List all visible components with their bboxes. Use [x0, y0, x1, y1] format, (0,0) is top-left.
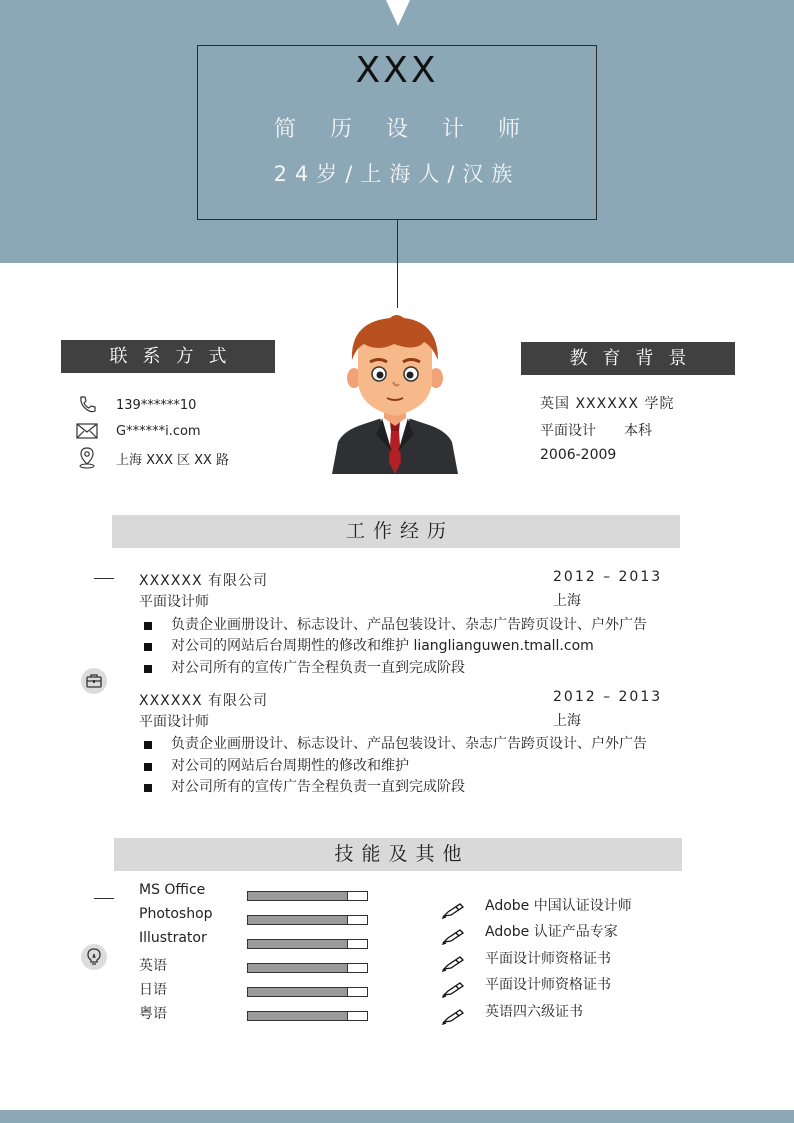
- work-heading: 工作经历: [112, 515, 680, 548]
- job-date: 2012 – 2013: [553, 569, 663, 585]
- connector-line: [397, 220, 398, 308]
- education-period: 2006-2009: [540, 447, 617, 463]
- certificate-item: 英语四六级证书: [442, 997, 583, 1025]
- skill-label: 粤语: [139, 1006, 167, 1022]
- contact-heading: 联系方式: [61, 340, 275, 373]
- skill-bar: [247, 1011, 368, 1021]
- education-heading: 教育背景: [521, 342, 735, 375]
- skill-label: MS Office: [139, 882, 206, 898]
- skill-label: 日语: [139, 982, 167, 998]
- skill-label: Illustrator: [139, 930, 207, 946]
- pen-icon: [442, 1007, 466, 1025]
- job-duty: 对公司所有的宣传广告全程负责一直到完成阶段: [144, 657, 465, 677]
- job-duty: 对公司的网站后台周期性的修改和维护 lianglianguwen.tmall.com: [144, 635, 594, 655]
- certificate-item: Adobe 中国认证设计师: [442, 891, 632, 919]
- job-location: 上海: [553, 593, 581, 609]
- skill-bar: [247, 963, 368, 973]
- contact-email-row: [74, 419, 304, 443]
- skill-bar: [247, 939, 368, 949]
- job-role: 平面设计师: [139, 594, 209, 610]
- pen-icon: [442, 927, 466, 945]
- job-company: XXXXXX 有限公司: [139, 693, 268, 709]
- footer-band: [0, 1110, 794, 1123]
- job-role: 平面设计师: [139, 714, 209, 730]
- envelope-icon: [74, 420, 100, 442]
- lightbulb-icon: [81, 944, 107, 970]
- certificate-item: 平面设计师资格证书: [442, 970, 611, 998]
- skills-dash: [94, 898, 114, 899]
- skill-bar: [247, 987, 368, 997]
- avatar: [330, 312, 460, 474]
- contact-phone-row: [74, 393, 304, 417]
- pen-icon: [442, 980, 466, 998]
- job-duty: 对公司所有的宣传广告全程负责一直到完成阶段: [144, 776, 465, 796]
- briefcase-icon: [81, 668, 107, 694]
- contact-address-row: [74, 446, 304, 470]
- job-company: XXXXXX 有限公司: [139, 573, 268, 589]
- candidate-name: XXX: [355, 50, 439, 91]
- skills-heading: 技能及其他: [114, 838, 682, 871]
- education-degree: 本科: [624, 423, 652, 439]
- education-school: 英国 XXXXXX 学院: [540, 396, 675, 412]
- skill-label: 英语: [139, 958, 167, 974]
- phone-icon: [74, 394, 100, 416]
- skill-bar: [247, 915, 368, 925]
- skill-label: Photoshop: [139, 906, 213, 922]
- job-title: 简历设计师: [273, 117, 554, 142]
- location-pin-icon: [74, 447, 100, 469]
- job-duty: 对公司的网站后台周期性的修改和维护: [144, 755, 409, 775]
- job-date: 2012 – 2013: [553, 689, 663, 705]
- job-location: 上海: [553, 713, 581, 729]
- contact-phone: 139******10: [116, 397, 197, 413]
- certificate-item: Adobe 认证产品专家: [442, 917, 618, 945]
- contact-address: 上海 XXX 区 XX 路: [116, 452, 230, 468]
- contact-email: G******i.com: [116, 423, 201, 439]
- skill-bar: [247, 891, 368, 901]
- work-dash: [94, 578, 114, 579]
- job-duty: 负责企业画册设计、标志设计、产品包装设计、杂志广告跨页设计、户外广告: [144, 614, 647, 634]
- personal-info: 24岁/上海人/汉族: [273, 162, 521, 186]
- education-major: 平面设计: [540, 423, 596, 439]
- job-duty: 负责企业画册设计、标志设计、产品包装设计、杂志广告跨页设计、户外广告: [144, 733, 647, 753]
- certificate-item: 平面设计师资格证书: [442, 944, 611, 972]
- top-notch: [386, 0, 410, 26]
